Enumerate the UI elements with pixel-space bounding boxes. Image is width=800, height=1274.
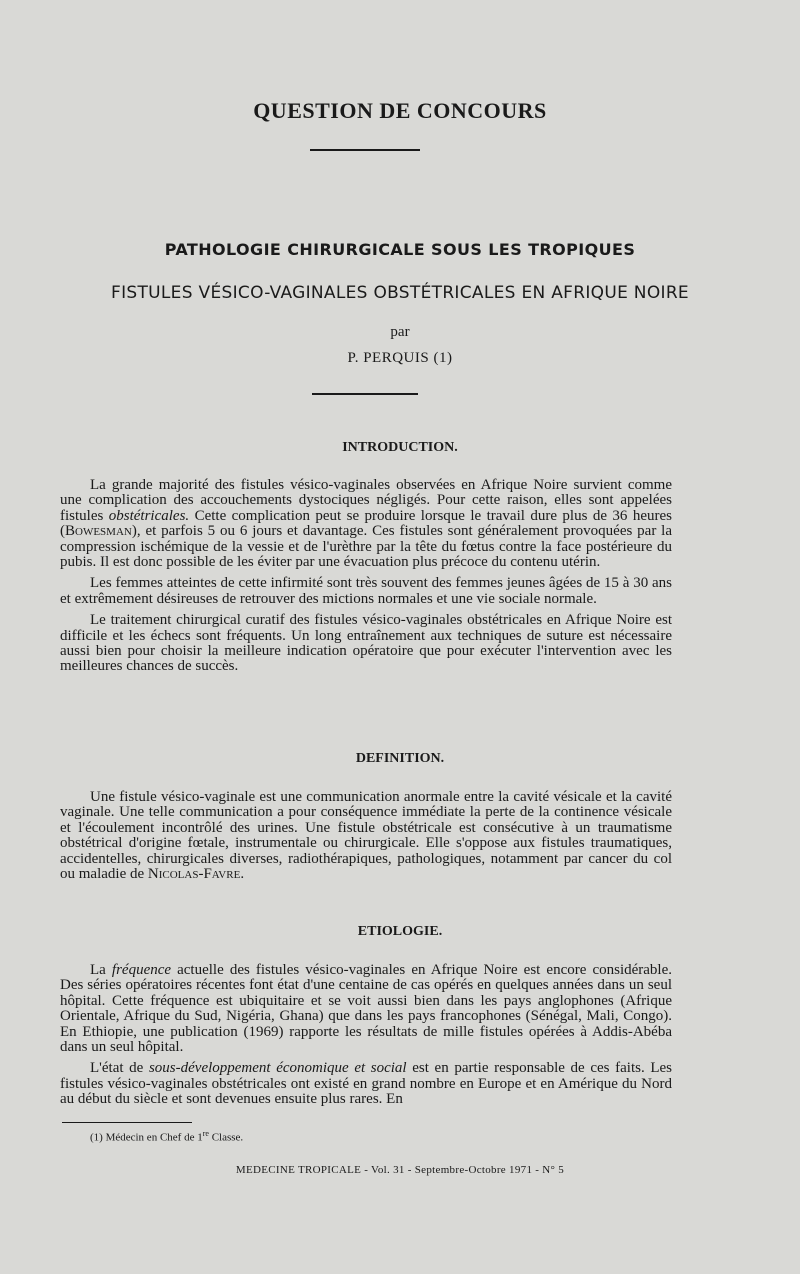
etiologie-paragraph-1: La fréquence actuelle des fistules vésico-vaginales en Afrique Noire est encore considérable. Des séries opératoires récentes font état d'une centaine de cas opérés en quelques années dans un seul hôpital. Cette fréquence est ubiquitaire et se voit aussi bien dans les pays anglophones (Afrique Orientale, Afrique du Sud, Nigéria, Ghana) que dans les pays francophones (Sénégal, Mali, Congo). En Ethiopie, une publication (1969) rapporte les résultats de mille fistules opérées à Addis-Abéba dans un seul hôpital.: [60, 962, 673, 1056]
etiologie-body: [60, 963, 672, 1114]
introduction-heading: INTRODUCTION.: [342, 440, 458, 455]
definition-paragraph-1: Une fistule vésico-vaginale est une communication anormale entre la cavité vésicale et la cavité vaginale. Une telle communication a pour conséquence immédiate la perte de la continence vésicale et l'écoulement incontrôlé des urines. Une fistule obstétricale est consécutive à un traumatisme obstétrical d'origine fœtale, instrumentale ou chirurgicale. Elle s'oppose aux fistules traumatiques, accidentelles, chirurgicales diverses, radiothérapiques, pathologiques, notamment par cancer du col ou maladie de Nicolas-Favre.: [60, 789, 672, 883]
introduction-paragraph-2: Les femmes atteintes de cette infirmité sont très souvent des femmes jeunes âgées de 15 à 30 ans et extrêmement désireuses de retrouver des mictions normales et une vie sociale normale.: [60, 575, 672, 607]
author-name: P. PERQUIS (1): [347, 350, 453, 366]
introduction-body: [60, 478, 672, 681]
section-title: PATHOLOGIE CHIRURGICALE SOUS LES TROPIQUES: [164, 240, 636, 259]
author-rule: [312, 393, 418, 395]
byline-par: par: [390, 324, 410, 340]
journal-footer: MEDECINE TROPICALE - Vol. 31 - Septembre-Octobre 1971 - N° 5: [235, 1164, 565, 1176]
page-title: QUESTION DE CONCOURS: [253, 98, 547, 123]
definition-body: [60, 790, 672, 888]
title-rule: [310, 149, 420, 151]
footnote-rule: [62, 1122, 192, 1123]
article-title: FISTULES VÉSICO-VAGINALES OBSTÉTRICALES EN AFRIQUE NOIRE: [111, 283, 689, 303]
etiologie-heading: ETIOLOGIE.: [357, 924, 443, 939]
definition-heading: DEFINITION.: [355, 751, 445, 766]
introduction-paragraph-1: La grande majorité des fistules vésico-vaginales observées en Afrique Noire survient comme une complication des accouchements dystociques négligés. Pour cette raison, elles sont appelées fistules obstétricales. Cette complication peut se produire lorsque le travail dure plus de 36 heures (Bowesman), et parfois 5 ou 6 jours et davantage. Ces fistules sont généralement provoquées par la compression ischémique de la vessie et de l'urèthre par la tête du fœtus contre la face postérieure du pubis. Il est donc possible de les éviter par une évacuation plus précoce du contenu utérin.: [60, 477, 672, 571]
introduction-paragraph-3: Le traitement chirurgical curatif des fistules vésico-vaginales obstétricales en Afrique Noire est difficile et les échecs sont fréquents. Un long entraînement aux techniques de suture est nécessaire aussi bien pour choisir la meilleure indication opératoire que pour exécuter l'intervention avec les meilleures chances de succès.: [60, 612, 672, 675]
footnote: (1) Médecin en Chef de 1re Classe.: [90, 1129, 244, 1144]
etiologie-paragraph-2: L'état de sous-développement économique et social est en partie responsable de ces faits. Les fistules vésico-vaginales obstétricales ont existé en grand nombre en Europe et en Amérique du Nord au début du siècle et sont devenues ensuite plus rares. En: [60, 1060, 672, 1108]
